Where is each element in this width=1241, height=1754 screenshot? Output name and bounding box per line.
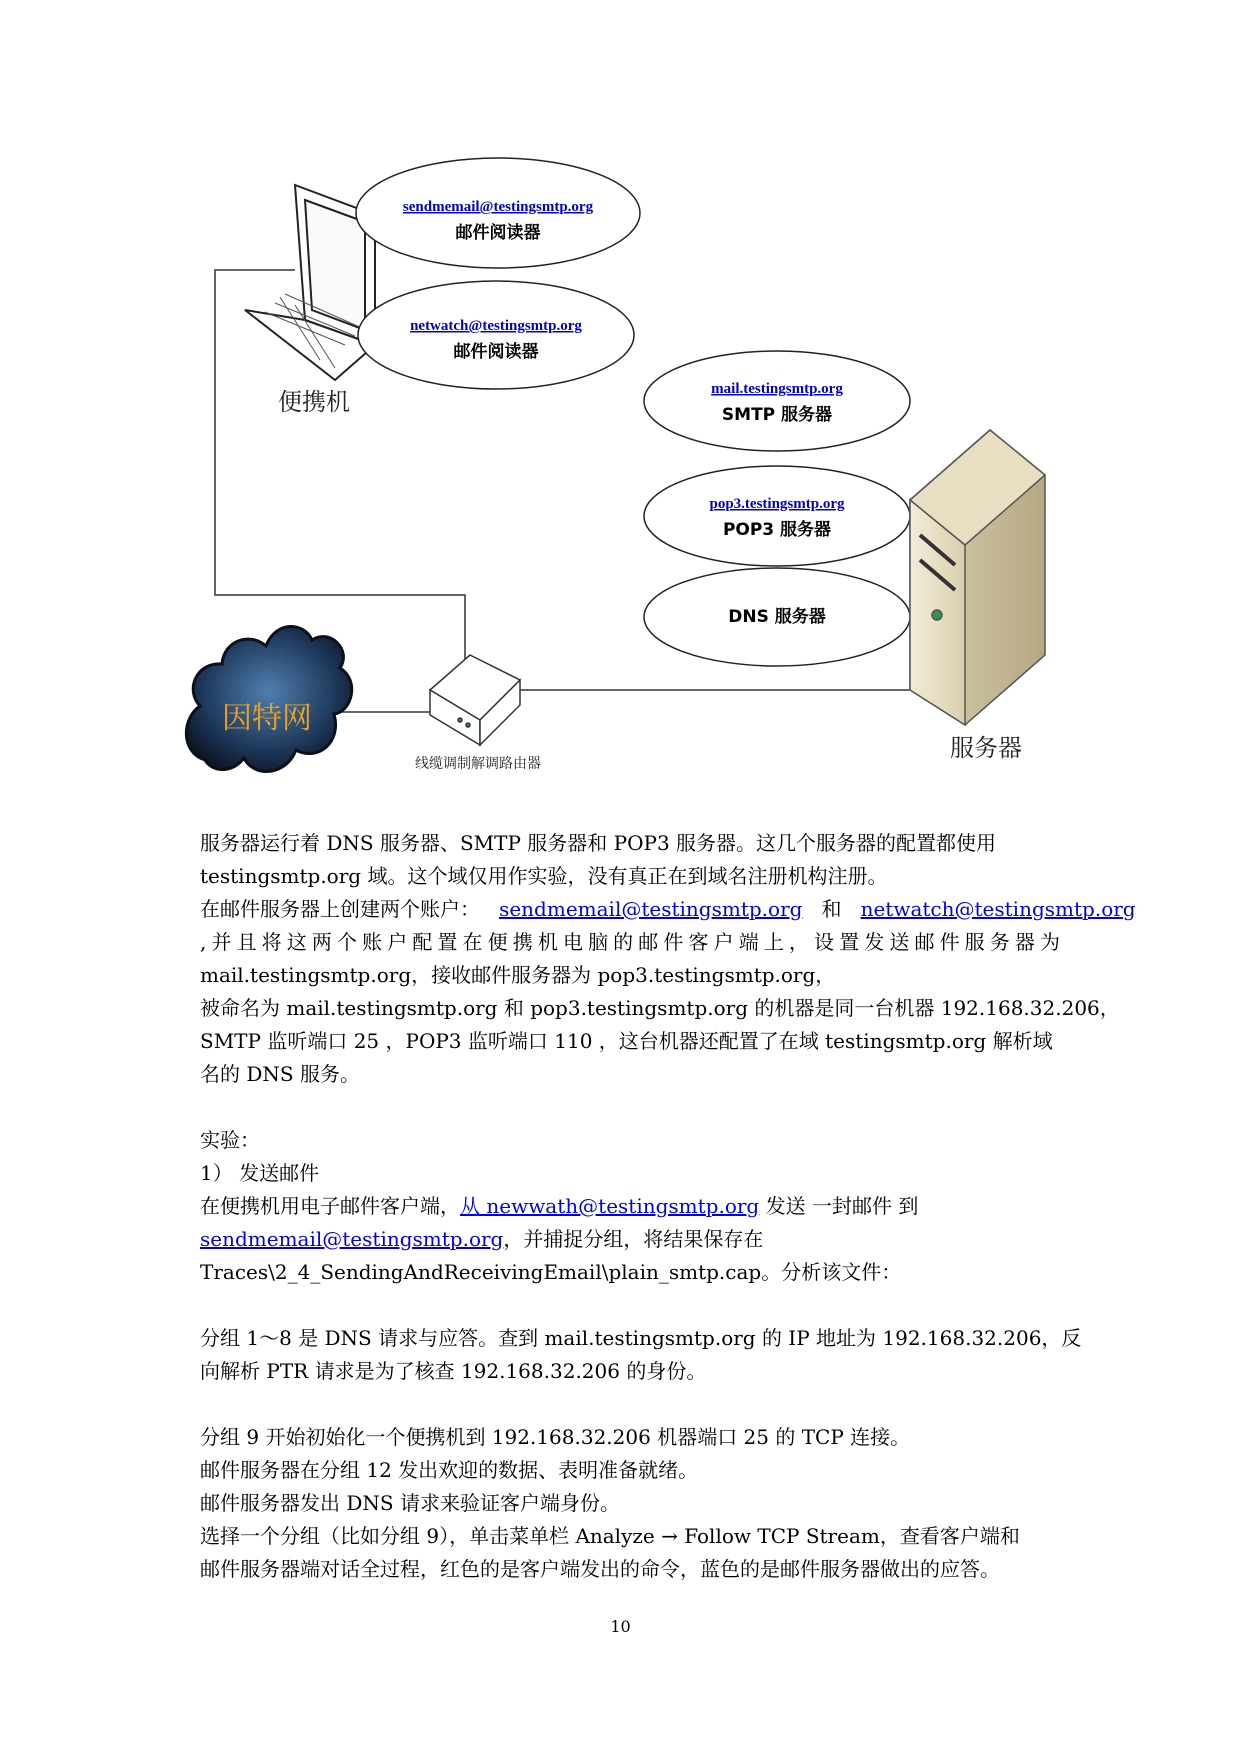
netwatch-link[interactable]: netwatch@testingsmtp.org	[860, 897, 1136, 921]
bubble-sendmemail-label: 邮件阅读器	[455, 223, 541, 243]
bubble-pop3-label: POP3 服务器	[722, 520, 832, 540]
paragraph-line: 邮件服务器在分组 12 发出欢迎的数据、表明准备就绪。	[200, 1458, 699, 1482]
accounts-prefix: 在邮件服务器上创建两个账户：	[200, 897, 480, 921]
sendmemail-link-2[interactable]: sendmemail@testingsmtp.org	[200, 1227, 504, 1251]
paragraph-line	[200, 893, 1136, 926]
paragraph-line: 向解析 PTR 请求是为了核查 192.168.32.206 的身份。	[200, 1359, 707, 1383]
bubble-sendmemail-link: sendmemail@testingsmtp.org	[402, 199, 594, 215]
bubble-dns-label: DNS 服务器	[728, 607, 826, 627]
body-text	[200, 827, 1136, 1586]
experiment-title: 实验：	[200, 1128, 260, 1152]
paragraph-line	[200, 1223, 1060, 1256]
paragraph-line: testingsmtp.org 域。这个域仅用作实验，没有真正在到域名注册机构注册。	[200, 864, 888, 888]
paragraph-line: 邮件服务器发出 DNS 请求来验证客户端身份。	[200, 1491, 620, 1515]
bubble-smtp	[644, 351, 910, 451]
paragraph-line: 名的 DNS 服务。	[200, 1062, 360, 1086]
bubble-netwatch	[358, 281, 634, 389]
exp-prefix: 在便携机用电子邮件客户端，	[200, 1194, 460, 1218]
sendmemail-link[interactable]: sendmemail@testingsmtp.org	[499, 897, 803, 921]
paragraph-line: ,并且将这两个账户配置在便携机电脑的邮件客户端上，设置发送邮件服务器为	[200, 930, 1060, 954]
and-text: 和	[821, 897, 842, 921]
bubble-smtp-link: mail.testingsmtp.org	[711, 381, 843, 397]
internet-label: 因特网	[222, 701, 312, 736]
bubble-sendmemail	[356, 158, 640, 268]
paragraph-line: 选择一个分组（比如分组 9），单击菜单栏 Analyze → Follow TCP Stream，查看客户端和	[200, 1524, 1020, 1548]
paragraph-line: 服务器运行着 DNS 服务器、SMTP 服务器和 POP3 服务器。这几个服务器的配置都使用	[200, 831, 997, 855]
laptop-label: 便携机	[278, 388, 350, 416]
paragraph-line: 分组 9 开始初始化一个便携机到 192.168.32.206 机器端口 25 的 TCP 连接。	[200, 1425, 911, 1449]
experiment-step: 1） 发送邮件	[200, 1161, 320, 1185]
bubble-dns	[644, 568, 910, 666]
paragraph-line: Traces\2_4_SendingAndReceivingEmail\plain_smtp.cap。分析该文件：	[200, 1260, 902, 1284]
router-icon	[430, 655, 520, 745]
bubble-smtp-label: SMTP 服务器	[721, 405, 833, 425]
paragraph-line: 分组 1～8 是 DNS 请求与应答。查到 mail.testingsmtp.org 的 IP 地址为 192.168.32.206，反	[200, 1326, 1082, 1350]
paragraph-line: SMTP 监听端口 25 ，POP3 监听端口 110 ，这台机器还配置了在域 testingsmtp.org 解析域	[200, 1029, 1053, 1053]
paragraph-line: 邮件服务器端对话全过程，红色的是客户端发出的命令，蓝色的是邮件服务器做出的应答。	[200, 1557, 1000, 1581]
exp-suffix: 发送 一封邮件 到	[759, 1194, 919, 1218]
paragraph-line: 被命名为 mail.testingsmtp.org 和 pop3.testingsmtp.org 的机器是同一台机器 192.168.32.206，	[200, 996, 1120, 1020]
server-label: 服务器	[950, 734, 1022, 762]
server-icon	[910, 430, 1045, 725]
page-number: 10	[610, 1617, 631, 1636]
bubble-netwatch-link: netwatch@testingsmtp.org	[410, 318, 582, 334]
bubble-pop3-link: pop3.testingsmtp.org	[709, 496, 845, 512]
network-diagram	[0, 0, 1241, 820]
bubble-pop3	[644, 466, 910, 566]
bubble-netwatch-label: 邮件阅读器	[453, 342, 539, 362]
paragraph-line	[200, 1190, 1060, 1223]
router-label: 线缆调制解调路由器	[415, 756, 541, 772]
cloud-icon	[186, 626, 351, 771]
newwath-link[interactable]: 从 newwath@testingsmtp.org	[460, 1194, 760, 1218]
paragraph-line: mail.testingsmtp.org，接收邮件服务器为 pop3.testingsmtp.org，	[200, 963, 836, 987]
exp-suffix-2: ，并捕捉分组，将结果保存在	[503, 1227, 764, 1251]
